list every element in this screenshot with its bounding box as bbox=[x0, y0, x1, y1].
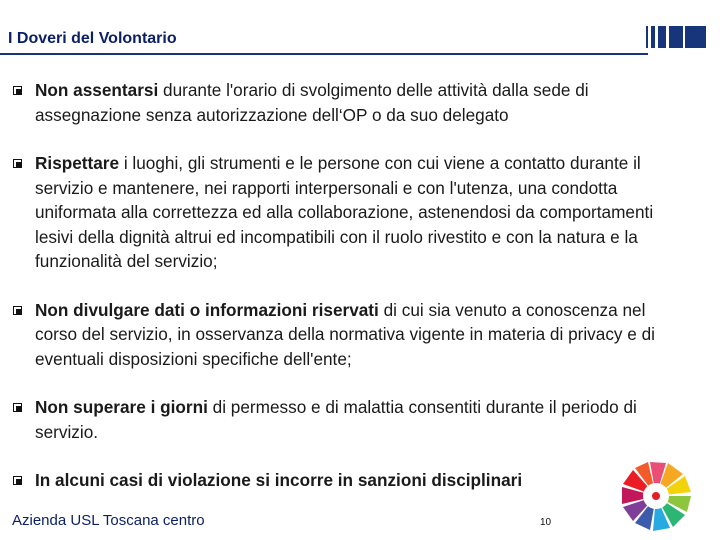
bullet-text: di permesso e di malattia consentiti durante il periodo di servizio. bbox=[35, 397, 637, 442]
square-bullet-icon bbox=[13, 86, 22, 95]
header-divider bbox=[0, 53, 648, 55]
bullet-text: i luoghi, gli strumenti e le persone con cui viene a contatto durante il servizio e mantenere, nei rapporti interpersonali e con l'utenza, una condotta uniformata alla correttezza ed alla collaborazione, astenendosi da comportamenti lesivi della dignità altrui ed incompatibili con il ruolo rivestito e con la natura e la funzionalità del servizio; bbox=[35, 153, 654, 271]
list-item bbox=[12, 468, 692, 493]
bullet-bold-text: Non superare i giorni bbox=[35, 397, 208, 417]
list-item bbox=[12, 395, 692, 444]
bullet-bold-text: Non assentarsi bbox=[35, 80, 159, 100]
page-number: 10 bbox=[540, 517, 552, 528]
footer-organization: Azienda USL Toscana centro bbox=[12, 512, 205, 529]
list-item bbox=[12, 151, 692, 274]
slide-header bbox=[0, 0, 720, 58]
square-bullet-icon bbox=[13, 476, 22, 485]
bullet-bold-text: In alcuni casi di violazione si incorre in sanzioni disciplinari bbox=[35, 470, 523, 490]
slide-title: I Doveri del Volontario bbox=[8, 30, 177, 47]
square-bullet-icon bbox=[13, 159, 22, 168]
bullet-text: durante l'orario di svolgimento delle attività dalla sede di assegnazione senza autorizzazione dell‘OP o da suo delegato bbox=[35, 80, 589, 125]
square-bullet-icon bbox=[13, 306, 22, 315]
bullet-bold-text: Rispettare bbox=[35, 153, 120, 173]
list-item bbox=[12, 298, 692, 372]
square-bullet-icon bbox=[13, 403, 22, 412]
usl-logo-bars-icon bbox=[646, 26, 706, 48]
duties-list bbox=[12, 78, 692, 493]
bullet-text: di cui sia venuto a conoscenza nel corso del servizio, in osservanza della normativa vigente in materia di privacy e di eventuali disposizioni specifiche dell'ente; bbox=[35, 299, 655, 369]
list-item bbox=[12, 78, 692, 127]
bullet-bold-text: Non divulgare dati o informazioni riservati bbox=[35, 299, 379, 320]
colored-wheel-logo-icon bbox=[618, 458, 694, 534]
